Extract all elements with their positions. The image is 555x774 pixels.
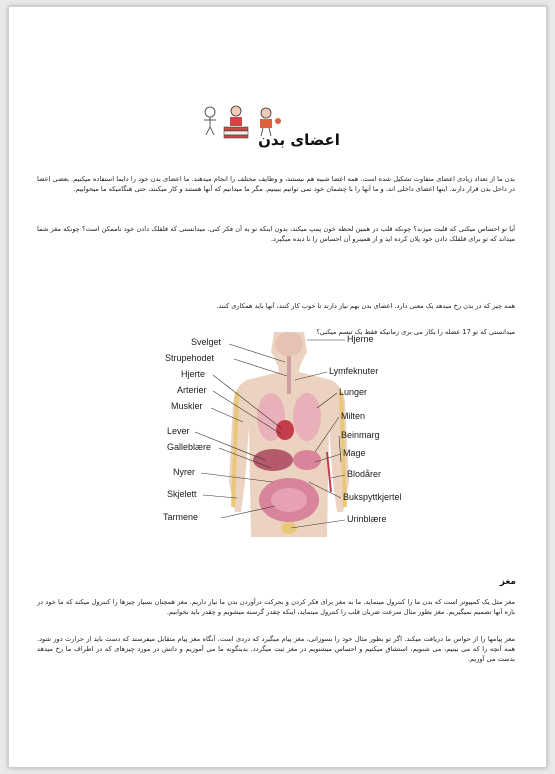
label-blodarer: Blodårer bbox=[347, 469, 382, 479]
label-nyrer: Nyrer bbox=[173, 467, 195, 477]
anatomy-figure bbox=[149, 332, 429, 547]
label-milten: Milten bbox=[341, 411, 366, 421]
label-svelget: Svelget bbox=[191, 337, 222, 347]
label-skjelett: Skjelett bbox=[167, 489, 197, 499]
label-hjerne: Hjerne bbox=[347, 334, 374, 344]
label-lunger: Lunger bbox=[339, 387, 368, 397]
paragraph-heart: آیا تو احساس میکنی که قلبت میزند؟ چونکه قلب در همین لحظه خون پمپ میکند، بدون اینکه تو به آن فکر کنی. میدانستی که قلقلک دادن خود ناممکن است؟ چونکه مغز شما میداند که تو برای قلقلک دادن خود پلان کرده اید و از همینرو آن احساس را نا دیده میگیرد. bbox=[37, 224, 515, 243]
paragraph-brain-senses: مغز پیامها را از حواس ما دریافت میکند. اگر تو بطور مثال خود را بسوزانی، مغز پیام میگیرد که دردی است. آنگاه مغز پیام متقابل میفرستد که دست باید از حرارت دور شود. همه آنچه را که می بینیم، می شنویم، استشاق میکنیم و احساس میشنویم در مغز ثبت میگردد. بدینگونه ما می آموزیم و دانش در مورد چیزهای که در اطراف ما رخ میدهد بدست می آوریم. bbox=[37, 634, 515, 664]
label-galleblaere: Galleblære bbox=[167, 442, 212, 452]
label-beinmarg: Beinmarg bbox=[341, 430, 380, 440]
page-title: اعضای بدن bbox=[258, 131, 340, 149]
label-strupehodet: Strupehodet bbox=[165, 353, 215, 363]
paragraph-brain-computer: مغز مثل یک کمپیوتر است که بدن ما را کنترول مینماید. ما به مغز برای فکر کردن و بحرکت درآوردن بدن ما نیاز داریم. مغز همچنان بسیار چیزها را کنترول میکند که ما خود در باره آنها تصمیم نمیگیریم. مغز بطور مثال سرعت ضربان قلب را کنترول مینماید، اینکه چقدر گرسنه میشویم و چقدر باید بخوابیم. bbox=[37, 597, 515, 616]
label-bukspyttkjertel: Bukspyttkjertel bbox=[343, 492, 402, 502]
label-hjerte: Hjerte bbox=[181, 369, 206, 379]
label-lymfeknuter: Lymfeknuter bbox=[329, 366, 379, 376]
label-urinblaere: Urinblære bbox=[347, 514, 387, 524]
label-lever: Lever bbox=[167, 426, 190, 436]
label-mage: Mage bbox=[343, 448, 366, 458]
paragraph-cooperation: همه چیز که در بدن رخ میدهد یک معنی دارد. اعضای بدن بهم نیاز دارند تا خوب کار کنند، آنها باید همکاری کنند. bbox=[216, 301, 515, 310]
label-muskler: Muskler bbox=[171, 401, 203, 411]
paragraph-intro: بدن ما از تعداد زیادی اعضای متفاوت تشکیل شده است. همه اعضا شبیه هم نیستند، و وظایف مختلف را انجام میدهند. ما اعضای بدن خود را دایما استفاده میکنیم. بعضی اعضا در داخل بدن قرار دارند. اینها اعضای داخلی اند، و ما آنها را با چشمان خود نمی توانیم ببینیم. مگر ما میدانیم که آنها هستند و کار میکنند، حتی هنگامیکه ما میخوابیم. bbox=[37, 174, 515, 193]
label-tarmene: Tarmene bbox=[163, 512, 199, 522]
document-page bbox=[8, 6, 547, 768]
label-arterier: Arterier bbox=[177, 385, 207, 395]
section-heading-brain: مغز bbox=[499, 577, 516, 587]
paragraph-smile: میدانستی که تو 17 عضله را بکار می بری زمانیکه فقط یک تبسم میکنی؟ bbox=[316, 327, 515, 336]
